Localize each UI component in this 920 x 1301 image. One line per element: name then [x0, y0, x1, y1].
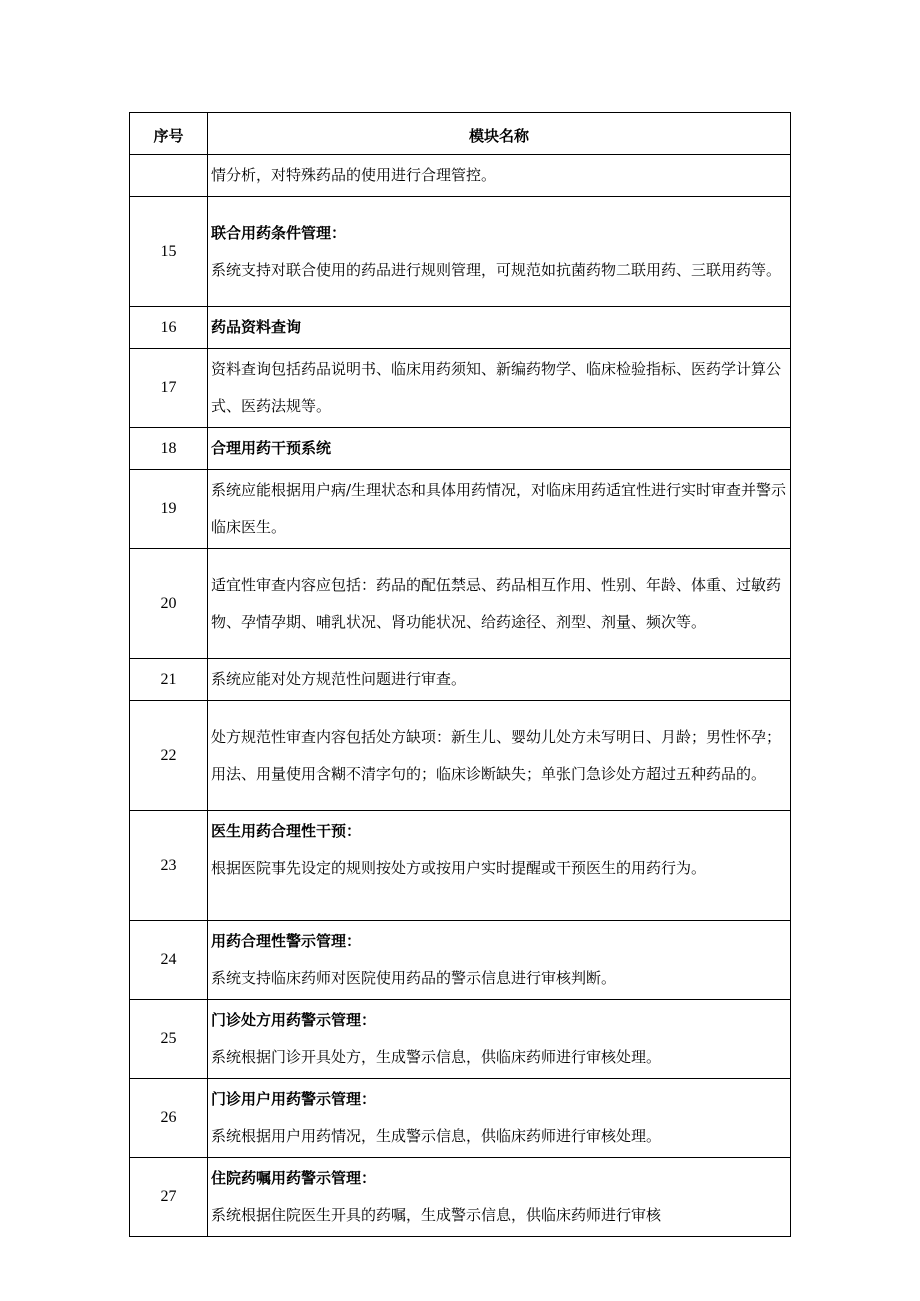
row-num: 26 [130, 1079, 208, 1158]
row-desc [208, 307, 791, 349]
row-text: 系统应能对处方规范性问题进行审查。 [211, 670, 467, 688]
table-row [130, 1079, 791, 1158]
row-text: 资料查询包括药品说明书、临床用药须知、新编药物学、临床检验指标、医药学计算公式、医药法规等。 [211, 360, 782, 415]
header-num: 序号 [130, 113, 208, 155]
row-desc [208, 549, 791, 659]
row-text: 系统根据用户用药情况，生成警示信息，供临床药师进行审核处理。 [211, 1127, 662, 1145]
row-title: 合理用药干预系统 [211, 439, 332, 457]
row-text: 情分析，对特殊药品的使用进行合理管控。 [211, 166, 497, 184]
table-row [130, 155, 791, 197]
row-num: 17 [130, 349, 208, 428]
row-desc [208, 197, 791, 307]
row-desc [208, 701, 791, 811]
row-num: 27 [130, 1158, 208, 1237]
row-desc [208, 1000, 791, 1079]
table-header [130, 113, 791, 155]
row-desc [208, 659, 791, 701]
table-row [130, 811, 791, 921]
row-title: 门诊处方用药警示管理： [211, 1011, 377, 1029]
row-text: 根据医院事先设定的规则按处方或按用户实时提醒或干预医生的用药行为。 [211, 859, 707, 877]
row-desc [208, 811, 791, 921]
row-title: 医生用药合理性干预： [211, 822, 362, 840]
row-text: 系统根据门诊开具处方，生成警示信息，供临床药师进行审核处理。 [211, 1048, 662, 1066]
row-text: 系统应能根据用户病/生理状态和具体用药情况，对临床用药适宜性进行实时审查并警示临床医生。 [211, 481, 787, 536]
header-module: 模块名称 [208, 113, 791, 155]
row-text: 系统支持临床药师对医院使用药品的警示信息进行审核判断。 [211, 969, 617, 987]
row-num: 22 [130, 701, 208, 811]
row-text: 处方规范性审查内容包括处方缺项：新生儿、婴幼儿处方未写明日、月龄；男性怀孕；用法、用量使用含糊不清字句的；临床诊断缺失；单张门急诊处方超过五种药品的。 [211, 727, 782, 783]
table-row [130, 470, 791, 549]
module-table [129, 112, 791, 1237]
table-row [130, 197, 791, 307]
row-text: 系统根据住院医生开具的药嘱，生成警示信息，供临床药师进行审核 [211, 1206, 662, 1224]
row-num: 21 [130, 659, 208, 701]
row-num: 23 [130, 811, 208, 921]
table-row [130, 549, 791, 659]
row-num: 24 [130, 921, 208, 1000]
row-desc [208, 1079, 791, 1158]
row-title: 用药合理性警示管理： [211, 932, 362, 950]
row-title: 联合用药条件管理： [211, 223, 347, 242]
row-num: 16 [130, 307, 208, 349]
table-row [130, 1000, 791, 1079]
table-row [130, 1158, 791, 1237]
row-desc [208, 349, 791, 428]
row-text: 适宜性审查内容应包括：药品的配伍禁忌、药品相互作用、性别、年龄、体重、过敏药物、孕情孕期、哺乳状况、肾功能状况、给药途径、剂型、剂量、频次等。 [211, 575, 782, 631]
row-desc [208, 428, 791, 470]
row-num: 19 [130, 470, 208, 549]
row-num: 20 [130, 549, 208, 659]
row-title: 住院药嘱用药警示管理： [211, 1169, 377, 1187]
table-row [130, 428, 791, 470]
table-row [130, 659, 791, 701]
row-desc [208, 1158, 791, 1237]
row-text: 系统支持对联合使用的药品进行规则管理，可规范如抗菌药物二联用药、三联用药等。 [211, 260, 782, 279]
row-desc [208, 921, 791, 1000]
table-row [130, 921, 791, 1000]
row-title: 药品资料查询 [211, 318, 302, 336]
table-row [130, 307, 791, 349]
table-row [130, 349, 791, 428]
row-title: 门诊用户用药警示管理： [211, 1090, 377, 1108]
row-num: 18 [130, 428, 208, 470]
row-num: 25 [130, 1000, 208, 1079]
row-desc [208, 155, 791, 197]
row-num: 15 [130, 197, 208, 307]
table-row [130, 701, 791, 811]
row-desc [208, 470, 791, 549]
row-num [130, 155, 208, 197]
